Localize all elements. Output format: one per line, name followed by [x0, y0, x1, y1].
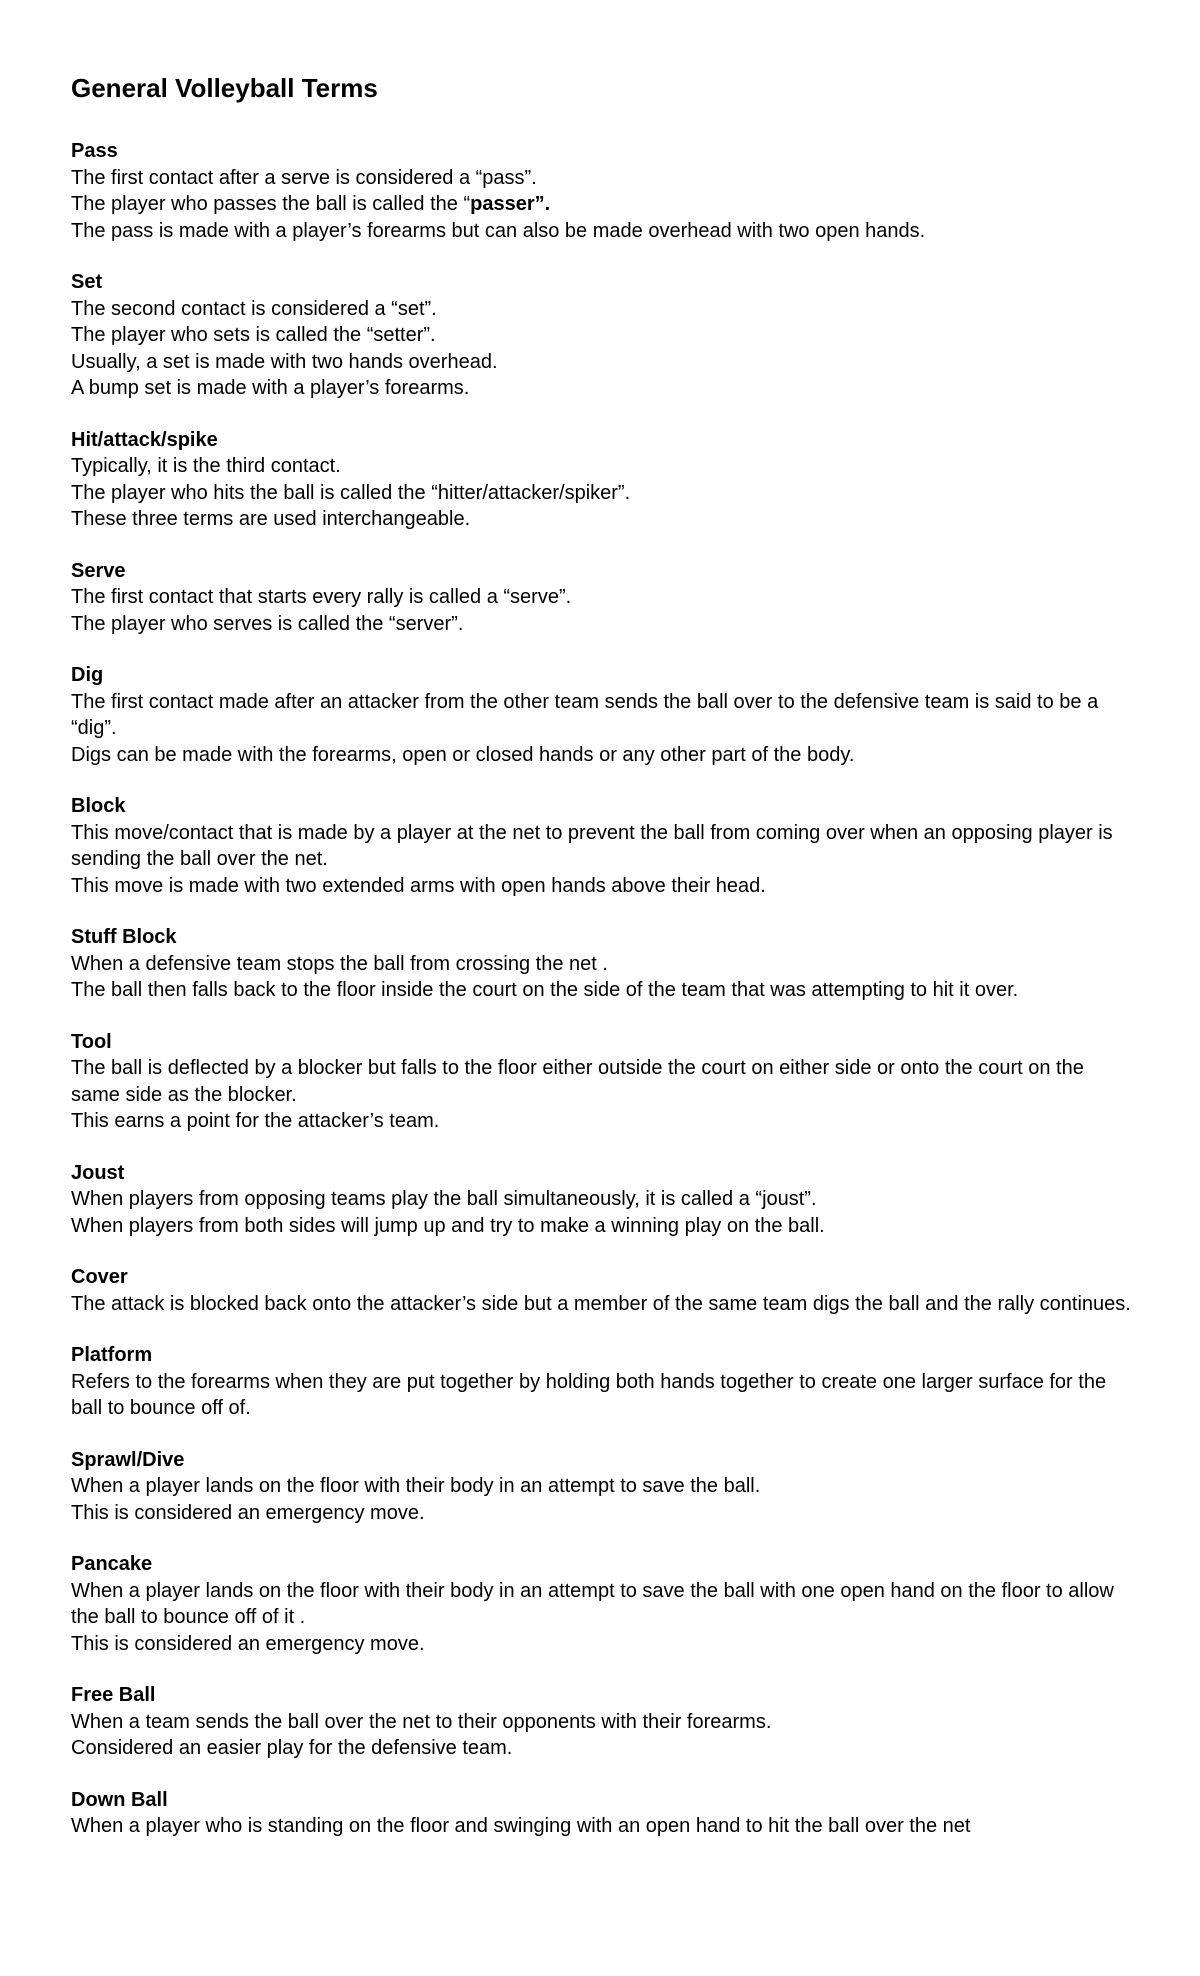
term-section [71, 269, 1131, 402]
term-section [71, 1264, 1131, 1317]
term-definition-line: A bump set is made with a player’s forearms. [71, 377, 470, 399]
term-section [71, 924, 1131, 1004]
term-section [71, 1447, 1131, 1527]
term-heading: Cover [71, 1266, 128, 1288]
term-definition-line: When players from both sides will jump up and try to make a winning play on the ball. [71, 1214, 825, 1237]
term-definition-line: When a player who is standing on the floor and swinging with an open hand to hit the ball over the net [71, 1815, 971, 1837]
term-section [71, 1551, 1131, 1657]
term-definition-line: When players from opposing teams play the ball simultaneously, it is called a “joust”. [71, 1188, 817, 1210]
term-definition-line: Typically, it is the third contact. [71, 455, 341, 477]
term-definition-line: The player who serves is called the “server”. [71, 612, 464, 635]
term-heading: Platform [71, 1344, 153, 1366]
term-section [71, 138, 1131, 244]
term-section [71, 1682, 1131, 1762]
term-section [71, 1342, 1131, 1422]
term-heading: Serve [71, 559, 126, 582]
term-definition-line: This move is made with two extended arms with open hands above their head. [71, 874, 766, 897]
term-definition-line: When a player lands on the floor with their body in an attempt to save the ball. [71, 1475, 761, 1497]
term-definition-line: These three terms are used interchangeable. [71, 508, 471, 530]
term-definition-line: Considered an easier play for the defensive team. [71, 1737, 513, 1759]
term-heading: Hit/attack/spike [71, 428, 218, 451]
term-definition-line: The pass is made with a player’s forearms but can also be made overhead with two open hands. [71, 219, 926, 242]
terms-list [71, 138, 1131, 1840]
bold-term: passer”. [470, 193, 551, 215]
term-definition-line: The first contact that starts every rally is called a “serve”. [71, 586, 572, 608]
term-definition-line: The ball then falls back to the floor inside the court on the side of the team that was attempting to hit it over. [71, 979, 1019, 1001]
term-definition-line: The first contact after a serve is considered a “pass”. [71, 166, 537, 189]
term-heading: Free Ball [71, 1684, 156, 1706]
term-definition-line: The second contact is considered a “set”. [71, 297, 437, 320]
term-heading: Stuff Block [71, 926, 177, 948]
term-definition-line: This earns a point for the attacker’s team. [71, 1110, 440, 1132]
term-definition-line: When a team sends the ball over the net to their opponents with their forearms. [71, 1710, 772, 1733]
term-definition-line: The player who hits the ball is called the “hitter/attacker/spiker”. [71, 481, 631, 504]
document-page [71, 70, 1131, 1865]
term-definition-line: This is considered an emergency move. [71, 1501, 425, 1524]
term-definition-line: This move/contact that is made by a player at the net to prevent the ball from coming over when an opposing player is sending the ball over the net. [71, 821, 1113, 870]
term-section [71, 427, 1131, 533]
term-heading: Block [71, 795, 126, 817]
term-section [71, 793, 1131, 899]
term-heading: Set [71, 271, 103, 293]
term-heading: Dig [71, 664, 104, 686]
term-section [71, 1787, 1131, 1840]
term-section [71, 1029, 1131, 1135]
term-definition-line: The ball is deflected by a blocker but falls to the floor either outside the court on either side or onto the court on the same side as the blocker. [71, 1057, 1084, 1106]
term-definition-line: The first contact made after an attacker from the other team sends the ball over to the defensive team is said to be a “dig”. [71, 690, 1099, 739]
term-heading: Down Ball [71, 1788, 168, 1811]
term-heading: Sprawl/Dive [71, 1448, 185, 1471]
definition-text: The player who passes the ball is called the “ [71, 193, 471, 215]
term-heading: Pancake [71, 1553, 153, 1575]
term-section [71, 662, 1131, 768]
term-heading: Joust [71, 1161, 125, 1184]
term-definition-line [71, 191, 1131, 218]
term-definition-line: Refers to the forearms when they are put together by holding both hands together to create one larger surface for the ball to bounce off of. [71, 1370, 1107, 1419]
term-definition-line: This is considered an emergency move. [71, 1632, 425, 1655]
term-definition-line: The attack is blocked back onto the attacker’s side but a member of the same team digs the ball and the rally continues. [71, 1292, 1131, 1315]
term-definition-line: The player who sets is called the “setter”. [71, 324, 436, 346]
term-definition-line: Digs can be made with the forearms, open or closed hands or any other part of the body. [71, 743, 855, 766]
term-section [71, 1160, 1131, 1240]
term-definition-line: Usually, a set is made with two hands overhead. [71, 350, 498, 373]
term-heading: Pass [71, 140, 118, 162]
term-heading: Tool [71, 1030, 112, 1053]
term-section [71, 558, 1131, 638]
term-definition-line: When a player lands on the floor with their body in an attempt to save the ball with one open hand on the floor to allow the ball to bounce off of it . [71, 1579, 1114, 1628]
term-definition-line: When a defensive team stops the ball from crossing the net . [71, 952, 608, 975]
document-title: General Volleyball Terms [71, 73, 378, 103]
